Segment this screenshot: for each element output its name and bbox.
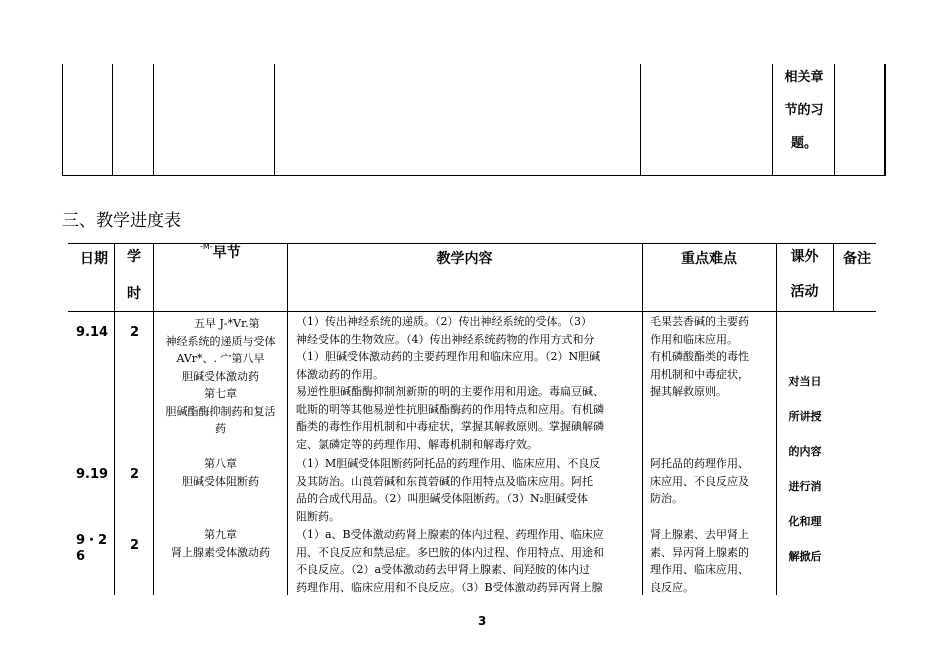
row-key-points xyxy=(650,313,774,401)
top-note xyxy=(776,61,832,160)
row-date: 9.19 xyxy=(76,467,109,482)
header-remarks: 备注 xyxy=(843,251,871,267)
chapter-line: 第八章 xyxy=(204,457,237,470)
content-line: （1）胆碱受体激动药的主要药理作用和临床应用。（2）N胆碱 xyxy=(296,350,601,363)
content-line: （1）M胆碱受体阻断药阿托品的药理作用、临床应用、不良反 xyxy=(296,457,601,470)
chapter-line: AVr*、. 宀第八早 xyxy=(176,352,265,365)
row-content xyxy=(296,313,634,453)
row-chapter xyxy=(154,315,287,438)
header-hours-line: 时 xyxy=(127,286,141,302)
activity-line: 化和理 xyxy=(788,515,822,528)
section-title: 三、教学进度表 xyxy=(62,211,181,231)
content-line: 用、不良反应和禁忌症。多巴胺的体内过程、作用特点、用途和 xyxy=(296,545,604,559)
page-number: 3 xyxy=(478,614,487,628)
key-line: 毛果芸香碱的主要药 xyxy=(650,315,749,328)
content-line: 定、氯磷定等的药理作用、解毒机制和解毒疗效。 xyxy=(296,437,538,451)
key-line: 作用和临床应用。 xyxy=(650,332,738,346)
top-note-line: 节的习 xyxy=(784,103,824,118)
content-line: 不良反应。（2）a受体激动药去甲肾上腺素、间羟胺的体内过 xyxy=(296,563,591,576)
chapter-line: 肾上腺素受体激动药 xyxy=(171,545,270,559)
header-key-points: 重点难点 xyxy=(681,251,737,267)
header-content: 教学内容 xyxy=(436,251,493,267)
row-date xyxy=(76,533,107,565)
chapter-line: 胆碱受体阻断药 xyxy=(182,474,259,488)
content-line: 酯类的毒性作用机制和中毒症状，掌握其解救原则。掌握碘解磷 xyxy=(296,420,604,433)
key-line: 阿托品的药理作用、 xyxy=(650,457,749,470)
top-note-line: 题。 xyxy=(790,136,817,151)
row-hours: 2 xyxy=(130,325,140,340)
header-hours-line: 学 xyxy=(127,249,141,265)
header-hours xyxy=(116,248,152,322)
content-line: 品的合成代用品。（2）叫胆碱受体阻断药。（3）N₂胆碱受体 xyxy=(296,492,589,505)
header-date: 日期 xyxy=(80,251,108,267)
content-line: 神经受体的生物效应。（4）传出神经系统药物的作用方式和分 xyxy=(296,332,595,346)
activity-line: 解掀后 xyxy=(788,550,822,563)
key-line: 肾上腺素、去甲肾上 xyxy=(650,528,749,541)
row-hours: 2 xyxy=(130,467,140,482)
row-date-line: 6 xyxy=(76,549,86,564)
header-chapter-prefix: -M- xyxy=(200,242,213,251)
content-line: 及其防治。山莨菪碱和东莨菪碱的作用特点及临床应用。阿托 xyxy=(296,474,593,488)
activity-line: 的内容 xyxy=(788,445,822,458)
header-activity-line: 课外 xyxy=(790,249,819,265)
row-key-points xyxy=(650,455,774,508)
chapter-line: 五早 J-*Vr.第 xyxy=(194,317,260,330)
content-line: （1）传出神经系统的递质。（2）传出神经系统的受体。（3） xyxy=(296,315,592,328)
header-activity xyxy=(776,248,833,318)
content-line: 阻断药。 xyxy=(296,509,340,523)
activity-cell xyxy=(780,364,830,574)
content-line: 体激动药的作用。 xyxy=(296,367,384,381)
row-content xyxy=(296,526,634,596)
chapter-line: 药 xyxy=(215,422,226,435)
header-chapter-label: 早节 xyxy=(212,245,241,261)
top-note-line: 相关章 xyxy=(784,70,824,85)
content-line: 药理作用、临床应用和不良反应。（3）B受体激动药异丙肾上腺 xyxy=(296,580,603,594)
activity-line: 进行消 xyxy=(788,480,822,493)
header-activity-line: 活动 xyxy=(790,284,819,300)
key-line: 握其解救原则。 xyxy=(650,385,727,398)
key-line: 防治。 xyxy=(650,492,683,505)
row-date-line: 9・2 xyxy=(76,533,108,548)
row-hours: 2 xyxy=(130,538,140,553)
key-line: 床应用、不良反应及 xyxy=(650,474,749,488)
chapter-line: 胆碱受体激动药 xyxy=(182,369,259,383)
activity-line: 所讲授 xyxy=(788,410,822,423)
chapter-line: 神经系统的递质与受体 xyxy=(165,334,276,348)
key-line: 素、异丙肾上腺素的 xyxy=(650,545,749,559)
key-line: 用机制和中毒症状， xyxy=(650,367,749,381)
header-chapter xyxy=(200,242,241,262)
content-line: 易逆性胆碱酯酶抑制剂新斯的明的主要作用和用途。毒扁豆碱、 xyxy=(296,385,604,398)
chapter-line: 第九章 xyxy=(204,528,237,541)
key-line: 良反应。 xyxy=(650,580,694,594)
chapter-line: 胆碱酯酶抑制药和复活 xyxy=(165,404,276,418)
row-key-points xyxy=(650,526,774,596)
row-content xyxy=(296,455,634,525)
row-chapter xyxy=(154,526,287,561)
row-chapter xyxy=(154,455,287,490)
content-line: （1）a、B受体激动药肾上腺素的体内过程、药理作用、临床应 xyxy=(296,528,604,541)
key-line: 理作用、临床应用、 xyxy=(650,563,749,576)
key-line: 有机磷酸酯类的毒性 xyxy=(650,350,749,363)
content-line: 吡斯的明等其他易逆性抗胆碱酯酶药的作用特点和应用。有机磷 xyxy=(296,402,604,416)
row-date: 9.14 xyxy=(76,325,109,340)
chapter-line: 第七章 xyxy=(204,387,237,400)
activity-line: 对当日 xyxy=(788,375,822,388)
